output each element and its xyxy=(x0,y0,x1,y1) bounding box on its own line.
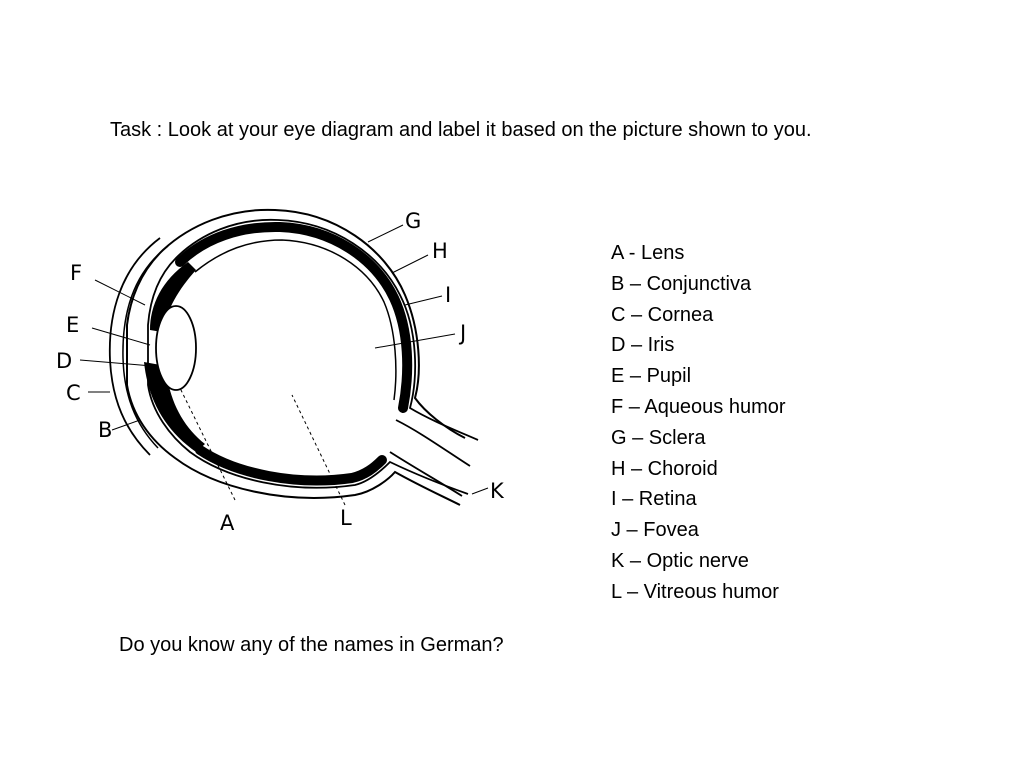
lens-shape xyxy=(156,306,196,390)
task-title: Task : Look at your eye diagram and label it based on the picture shown to you. xyxy=(110,119,812,141)
diagram-label-f: F xyxy=(70,261,83,285)
legend-item-d: D – Iris xyxy=(611,334,675,357)
legend-item-b: B – Conjunctiva xyxy=(611,272,752,295)
optic-nerve-line xyxy=(390,452,462,496)
pointer-k xyxy=(472,488,488,494)
legend-item-l: L – Vitreous humor xyxy=(611,580,779,603)
legend-item-h: H – Choroid xyxy=(611,457,718,480)
choroid-band-lower xyxy=(200,450,382,480)
diagram-label-b: B xyxy=(98,418,113,442)
diagram-label-h: H xyxy=(432,239,448,263)
pointer-e xyxy=(92,328,150,345)
diagram-label-g: G xyxy=(405,209,422,233)
diagram-label-i: I xyxy=(445,283,452,307)
legend-item-g: G – Sclera xyxy=(611,426,706,449)
pointer-h xyxy=(392,255,428,273)
label-legend xyxy=(611,238,786,608)
german-question: Do you know any of the names in German? xyxy=(119,634,504,656)
optic-nerve-line xyxy=(396,420,470,466)
pointer-i xyxy=(405,296,442,305)
diagram-label-e: E xyxy=(66,313,80,337)
legend-item-a: A - Lens xyxy=(611,242,685,264)
diagram-label-l: L xyxy=(340,506,352,530)
diagram-label-d: D xyxy=(56,349,73,373)
diagram-label-a: A xyxy=(220,511,235,535)
pointer-d xyxy=(80,360,152,366)
legend-item-j: J – Fovea xyxy=(611,519,699,542)
choroid-band xyxy=(180,227,407,408)
diagram-label-j: J xyxy=(460,321,467,345)
legend-item-e: E – Pupil xyxy=(611,365,692,388)
legend-item-k: K – Optic nerve xyxy=(611,549,749,572)
legend-item-f: F – Aqueous humor xyxy=(611,395,786,418)
diagram-label-k: K xyxy=(490,479,504,503)
legend-item-i: I – Retina xyxy=(611,488,697,511)
pointer-g xyxy=(368,225,403,242)
diagram-label-c: C xyxy=(66,381,81,405)
legend-item-c: C – Cornea xyxy=(611,303,714,326)
cornea-outline xyxy=(110,238,160,455)
